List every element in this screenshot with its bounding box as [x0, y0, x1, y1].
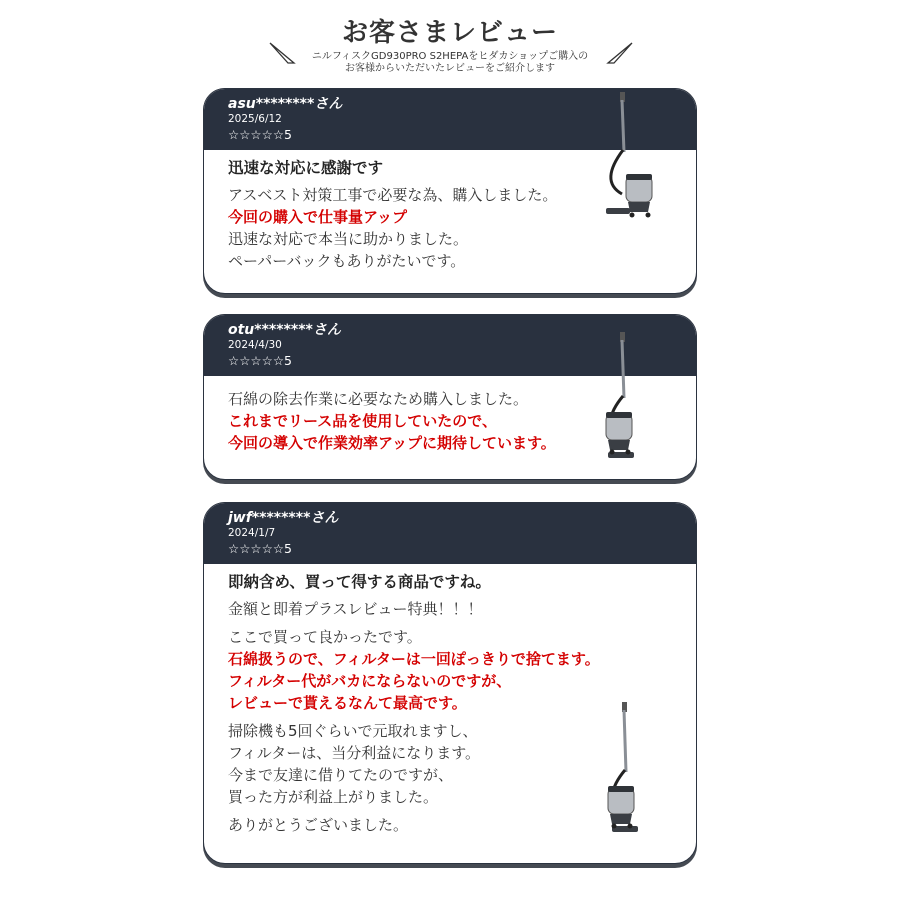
- review-line-highlight: 今回の導入で作業効率アップに期待しています。: [228, 434, 556, 452]
- reviewer-name: asu********さん: [228, 96, 343, 112]
- vacuum-cleaner-image-2: [594, 330, 664, 466]
- subtitle-line-2: お客様からいただいたレビューをご紹介します: [345, 63, 555, 74]
- review-title: 迅速な対応に感謝です: [228, 159, 384, 177]
- review-line-highlight: これまでリース品を使用していたので、: [228, 412, 497, 430]
- review-line: フィルターは、当分利益になります。: [228, 744, 481, 762]
- review-line: 今まで友達に借りてたのですが、: [228, 766, 454, 784]
- review-line: ここで買って良かったです。: [228, 628, 422, 646]
- review-line: 掃除機も5回ぐらいで元取れますし、: [228, 722, 478, 740]
- review-header: [204, 503, 696, 564]
- review-line-highlight: フィルター代がバカにならないのですが、: [228, 672, 512, 690]
- reviewer-name: otu********さん: [228, 322, 341, 338]
- page-title: お客さまレビュー: [341, 18, 558, 48]
- vacuum-cleaner-image-1: [588, 90, 664, 224]
- vacuum-cleaner-image-3: [598, 700, 668, 840]
- review-line: 買った方が利益上がりました。: [228, 788, 439, 806]
- star-rating: ☆☆☆☆☆5: [228, 127, 292, 142]
- review-line-highlight: レビューで貰えるなんて最高です。: [228, 694, 467, 712]
- decorative-slash-right-icon: [606, 40, 634, 66]
- review-line: 石綿の除去作業に必要なため購入しました。: [228, 390, 529, 408]
- review-line: 迅速な対応で本当に助かりました。: [228, 230, 469, 248]
- review-line: ありがとうございました。: [228, 816, 409, 834]
- star-rating: ☆☆☆☆☆5: [228, 353, 292, 368]
- review-line: ペーパーバックもありがたいです。: [228, 252, 466, 270]
- review-date: 2024/4/30: [228, 339, 282, 351]
- review-title: 即納含め、買って得する商品ですね。: [228, 573, 491, 591]
- review-date: 2024/1/7: [228, 527, 276, 539]
- review-date: 2025/6/12: [228, 113, 282, 125]
- reviewer-name: jwf********さん: [228, 510, 339, 526]
- page-subtitle: [250, 51, 650, 75]
- review-line: アスベスト対策工事で必要な為、購入しました。: [228, 186, 558, 204]
- review-line-highlight: 今回の購入で仕事量アップ: [228, 208, 407, 226]
- subtitle-line-1: ニルフィスクGD930PRO S2HEPAをヒダカショップご購入の: [311, 51, 589, 62]
- star-rating: ☆☆☆☆☆5: [228, 541, 292, 556]
- review-line-highlight: 石綿扱うので、フィルターは一回ぽっきりで捨てます。: [228, 650, 600, 668]
- review-line: 金額と即着プラスレビュー特典！！！: [228, 600, 483, 618]
